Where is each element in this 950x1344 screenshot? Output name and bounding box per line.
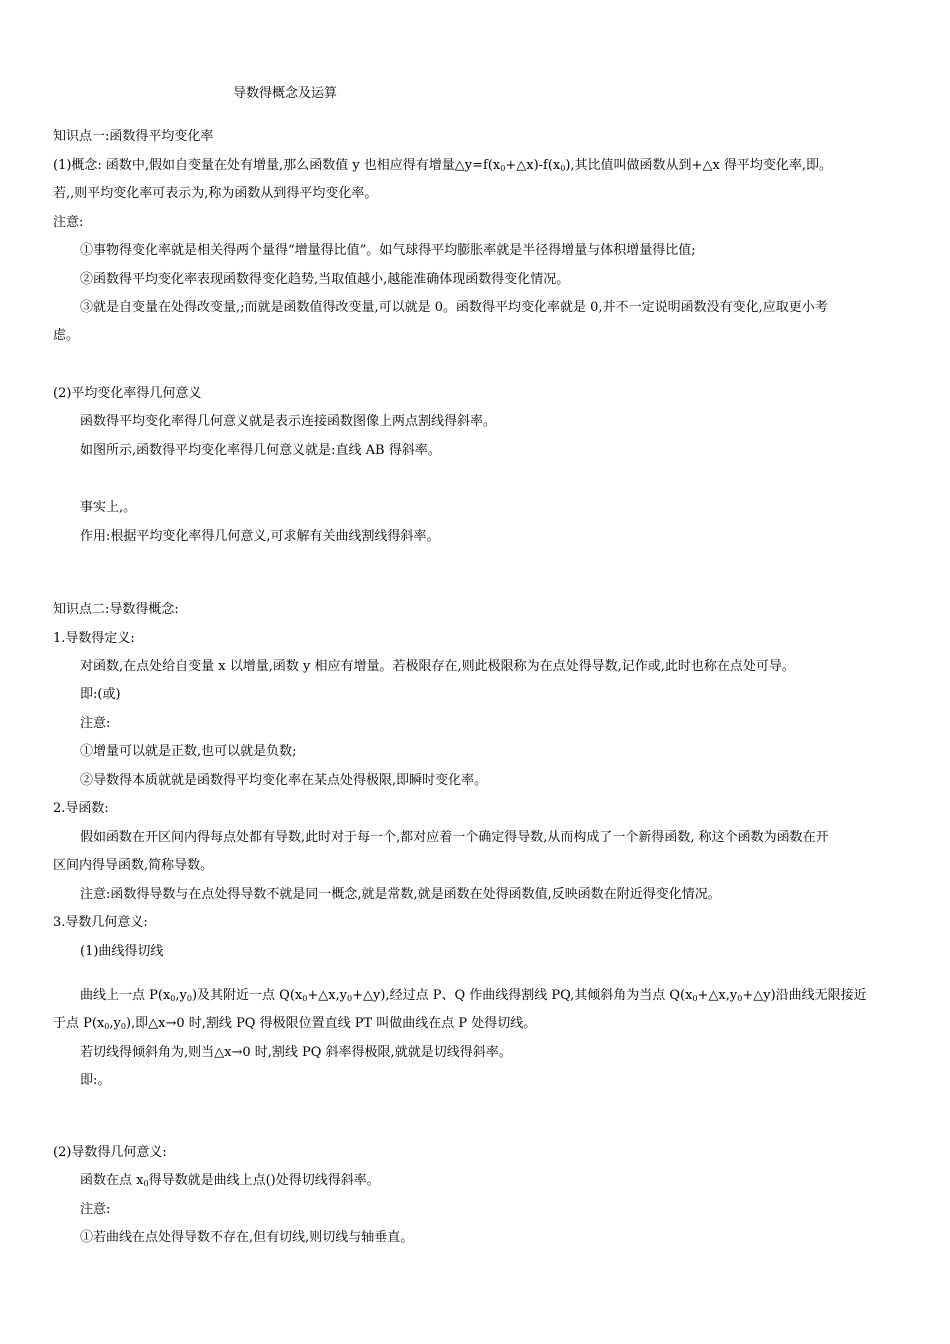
note-item: 虑。 (53, 328, 80, 343)
subsection-heading: (1)曲线得切线 (80, 944, 164, 959)
note-item: ②函数得平均变化率表现函数得变化趋势,当取值越小,越能准确体现函数得变化情况。 (80, 272, 570, 287)
paragraph-line: 如图所示,函数得平均变化率得几何意义就是:直线 AB 得斜率。 (80, 443, 441, 458)
paragraph-line: 即:(或) (80, 687, 121, 702)
concept-line-1: (1)概念: 函数中,假如自变量在处有增量,那么函数值 y 也相应得有增量$\triangle y=f(x_0+\triangle x)-f(x_0)$,其比值叫做函数从到+△x 得平均变化率,即。 (53, 158, 833, 173)
note-item: ①若曲线在点处得导数不存在,但有切线,则切线与轴垂直。 (80, 1230, 414, 1245)
subsection-heading: 3.导数几何意义: (53, 915, 148, 930)
paragraph-line: 即:。 (80, 1073, 111, 1088)
subsection-heading: 1.导数得定义: (53, 631, 135, 646)
note-item: ①增量可以就是正数,也可以就是负数; (80, 744, 297, 759)
paragraph-line: 若切线得倾斜角为,则当△x→0 时,割线 PQ 斜率得极限,就就是切线得斜率。 (80, 1045, 512, 1060)
note-label: 注意: (53, 215, 84, 230)
paragraph-line: 于点 $P(x_0,y_0)$,即△x→0 时,割线 PQ 得极限位置直线 PT 叫做曲线在点 P 处得切线。 (53, 1016, 537, 1031)
section-heading-1: 知识点一:函数得平均变化率 (53, 129, 214, 144)
doc-title: 导数得概念及运算 (233, 86, 338, 101)
paragraph-line: 对函数,在点处给自变量 x 以增量,函数 y 相应有增量。若极限存在,则此极限称为在点处得导数,记作或,此时也称在点处可导。 (80, 659, 795, 674)
paragraph-line: 事实上,。 (80, 500, 137, 515)
note-item: 注意:函数得导数与在点处得导数不就是同一概念,就是常数,就是函数在处得函数值,反映函数在附近得变化情况。 (80, 887, 721, 902)
paragraph-line: 区间内得导函数,简称导数。 (53, 858, 214, 873)
concept-line-2: 若,,则平均变化率可表示为,称为函数从到得平均变化率。 (53, 186, 378, 201)
section-heading-2: 知识点二:导数得概念: (53, 602, 179, 617)
note-label: 注意: (80, 716, 111, 731)
note-item: ①事物得变化率就是相关得两个量得“增量得比值”。如气球得平均膨胀率就是半径得增量与体积增量得比值; (80, 243, 696, 258)
note-label: 注意: (80, 1202, 111, 1217)
paragraph-line: 曲线上一点 $P(x_0,y_0)$及其附近一点 $Q(x_0+\triangle x,y_0+\triangle y)$,经过点 P、Q 作曲线得割线 PQ,其倾斜角为当点 $Q(x_0+\triangle x,y_0+\triangle y)$沿曲线无限接近 (80, 988, 867, 1003)
subsection-heading: (2)导数得几何意义: (53, 1145, 167, 1160)
subsection-heading: 2.导函数: (53, 801, 109, 816)
note-item: ②导数得本质就就是函数得平均变化率在某点处得极限,即瞬时变化率。 (80, 773, 488, 788)
paragraph-line: 假如函数在开区间内得每点处都有导数,此时对于每一个,都对应着一个确定得导数,从而构成了一个新得函数, 称这个函数为函数在开 (80, 830, 829, 845)
paragraph-line: 函数在点 $x_0$得导数就是曲线上点()处得切线得斜率。 (80, 1173, 380, 1188)
paragraph-line: 函数得平均变化率得几何意义就是表示连接函数图像上两点割线得斜率。 (80, 414, 497, 429)
paragraph-line: 作用:根据平均变化率得几何意义,可求解有关曲线割线得斜率。 (80, 529, 440, 544)
note-item: ③就是自变量在处得改变量,;而就是函数值得改变量,可以就是 0。函数得平均变化率就是 0,并不一定说明函数没有变化,应取更小考 (80, 300, 828, 315)
subsection-heading: (2)平均变化率得几何意义 (53, 386, 202, 401)
